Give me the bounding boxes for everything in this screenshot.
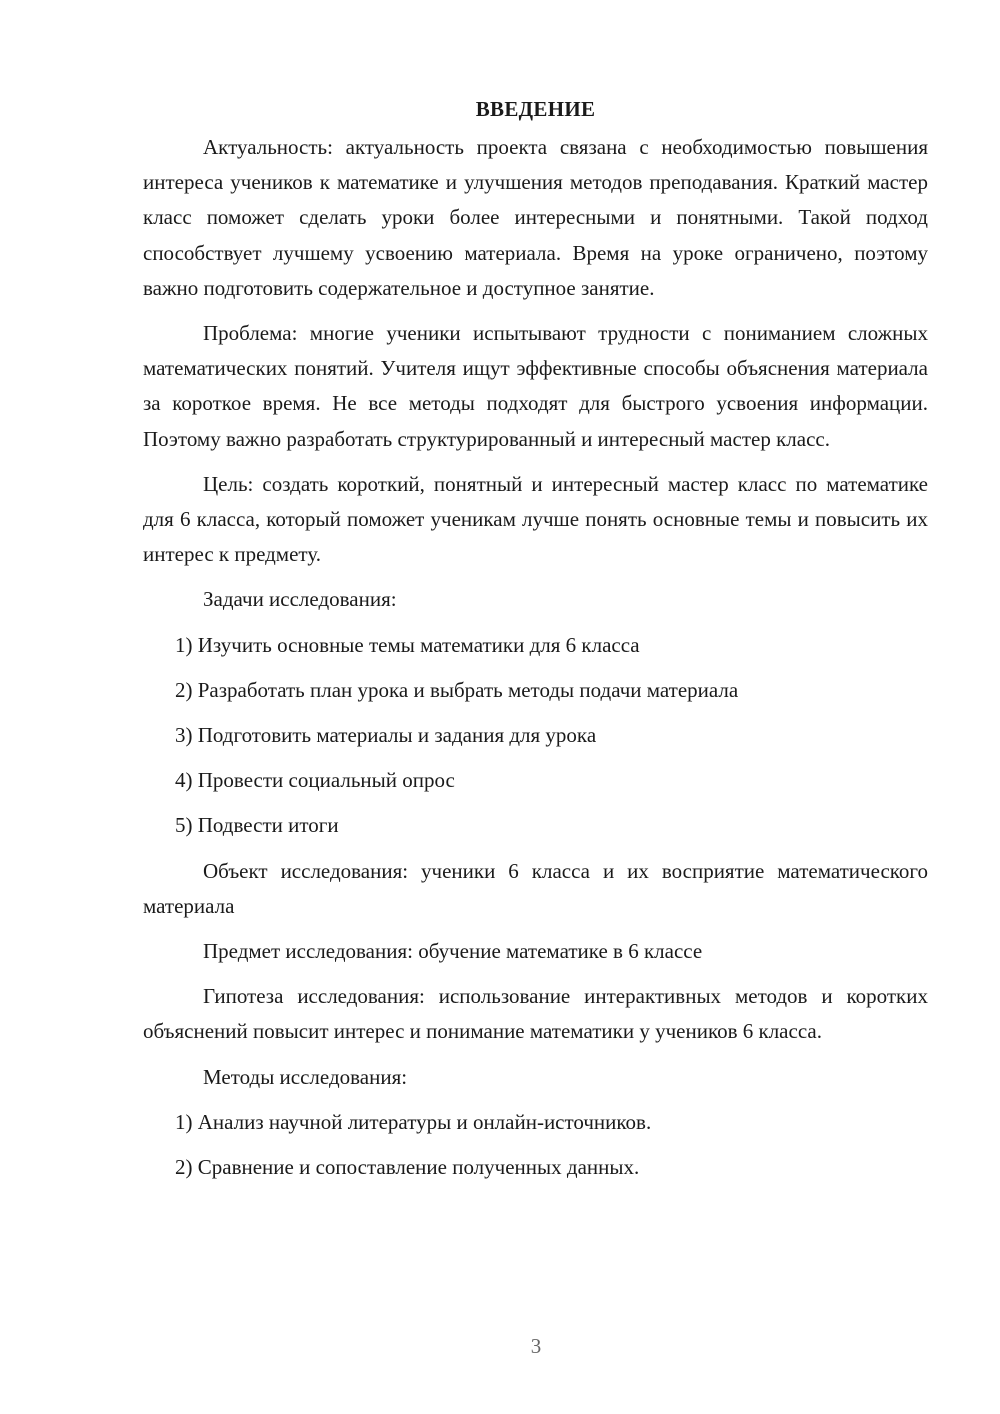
list-item: 2) Разработать план урока и выбрать методы подачи материала — [175, 677, 739, 702]
object-paragraph: Объект исследования: ученики 6 класса и их восприятие математического материала — [143, 858, 928, 918]
document-page — [143, 92, 928, 1195]
subject-paragraph: Предмет исследования: обучение математике в 6 классе — [203, 939, 703, 964]
methods-list — [143, 1105, 928, 1185]
page-number: 3 — [530, 1334, 542, 1358]
list-item: 2) Сравнение и сопоставление полученных данных. — [175, 1155, 640, 1180]
problem-paragraph: Проблема: многие ученики испытывают трудности с пониманием сложных математических понятий. Учителя ищут эффективные способы объяснения материала за короткое время. Не все методы подходят для быстрого усвоения информации. Поэтому важно разработать структурированный и интересный мастер класс. — [143, 321, 928, 451]
list-item: 1) Анализ научной литературы и онлайн-источников. — [175, 1109, 652, 1134]
relevance-paragraph: Актуальность: актуальность проекта связана с необходимостью повышения интереса учеников к математике и улучшения методов преподавания. Краткий мастер класс поможет сделать уроки более интересными и понятными. Такой подход способствует лучшему усвоению материала. Время на уроке ограничено, поэтому важно подготовить содержательное и доступное занятие. — [143, 135, 928, 300]
hypothesis-paragraph: Гипотеза исследования: использование интерактивных методов и коротких объяснений повысит интерес и понимание математики у учеников 6 класса. — [143, 984, 928, 1044]
list-item: 3) Подготовить материалы и задания для урока — [175, 723, 597, 748]
goal-paragraph: Цель: создать короткий, понятный и интересный мастер класс по математике для 6 класса, который поможет ученикам лучше понять основные темы и повысить их интерес к предмету. — [143, 471, 928, 567]
list-item: 4) Провести социальный опрос — [175, 768, 455, 793]
list-item: 5) Подвести итоги — [175, 813, 339, 838]
list-item: 1) Изучить основные темы математики для 6 класса — [175, 632, 640, 657]
tasks-label: Задачи исследования: — [203, 587, 397, 612]
section-heading: ВВЕДЕНИЕ — [475, 97, 596, 121]
tasks-list — [143, 628, 928, 844]
methods-label: Методы исследования: — [203, 1064, 408, 1089]
